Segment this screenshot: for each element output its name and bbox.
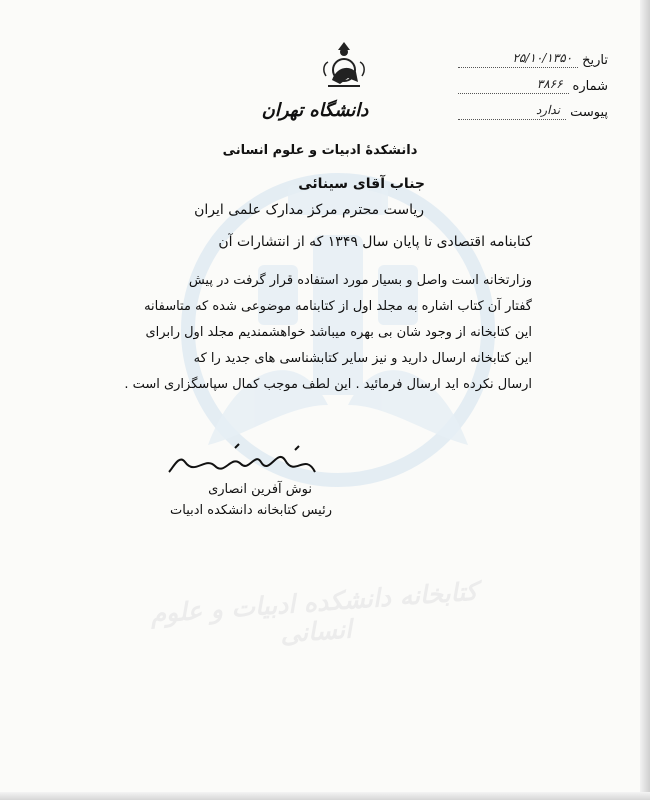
attachment-value: ندارد: [458, 103, 566, 120]
body-line: گفتار آن کتاب اشاره به مجلد اول از کتابنامه موضوعی شده که متاسفانه: [144, 299, 532, 314]
body-line: وزارتخانه است واصل و بسیار مورد استفاده قرار گرفت در پیش: [188, 273, 532, 288]
lion-and-sun-emblem: [318, 40, 370, 92]
number-label: شماره: [572, 79, 608, 94]
body-line: این کتابخانه ارسال دارید و نیز سایر کتابشناسی های جدید را که: [193, 351, 532, 366]
signer-title: رئیس کتابخانه دانشکده ادبیات: [170, 503, 332, 518]
faculty-name: دانشکدهٔ ادبیات و علوم انسانی: [222, 143, 418, 158]
page-edge-right: [640, 0, 650, 800]
number-value: ۳۸۶۶: [458, 77, 569, 94]
attachment-row: [458, 94, 608, 120]
body-line: ارسال نکرده اید ارسال فرمائید . این لطف موجب کمال سپاسگزاری است .: [124, 377, 532, 392]
signer-name: نوش آفرین انصاری: [208, 482, 312, 497]
addressee-title: ریاست محترم مرکز مدارک علمی ایران: [194, 202, 424, 218]
letter-subject: کتابنامه اقتصادی تا پایان سال ۱۳۴۹ که از انتشارات آن: [218, 234, 532, 250]
date-value: ۲۵/۱۰/۱۳۵۰: [458, 51, 578, 68]
body-line: این کتابخانه از وجود شان بی بهره میباشد خواهشمندیم مجلد اول رابرای: [145, 325, 532, 340]
letter-body: [112, 268, 532, 398]
reference-block: [458, 42, 608, 120]
university-name: دانشگاه تهران: [261, 100, 369, 121]
library-stamp: کتابخانه دانشکده ادبیات و علوم انسانی: [149, 576, 479, 649]
attachment-label: پیوست: [570, 105, 608, 120]
number-row: [458, 68, 608, 94]
date-row: [458, 42, 608, 68]
page-edge-bottom: [0, 792, 650, 800]
addressee: جناب آقای سینائی: [298, 176, 425, 192]
handwritten-signature: [165, 442, 325, 482]
date-label: تاریخ: [582, 53, 608, 68]
